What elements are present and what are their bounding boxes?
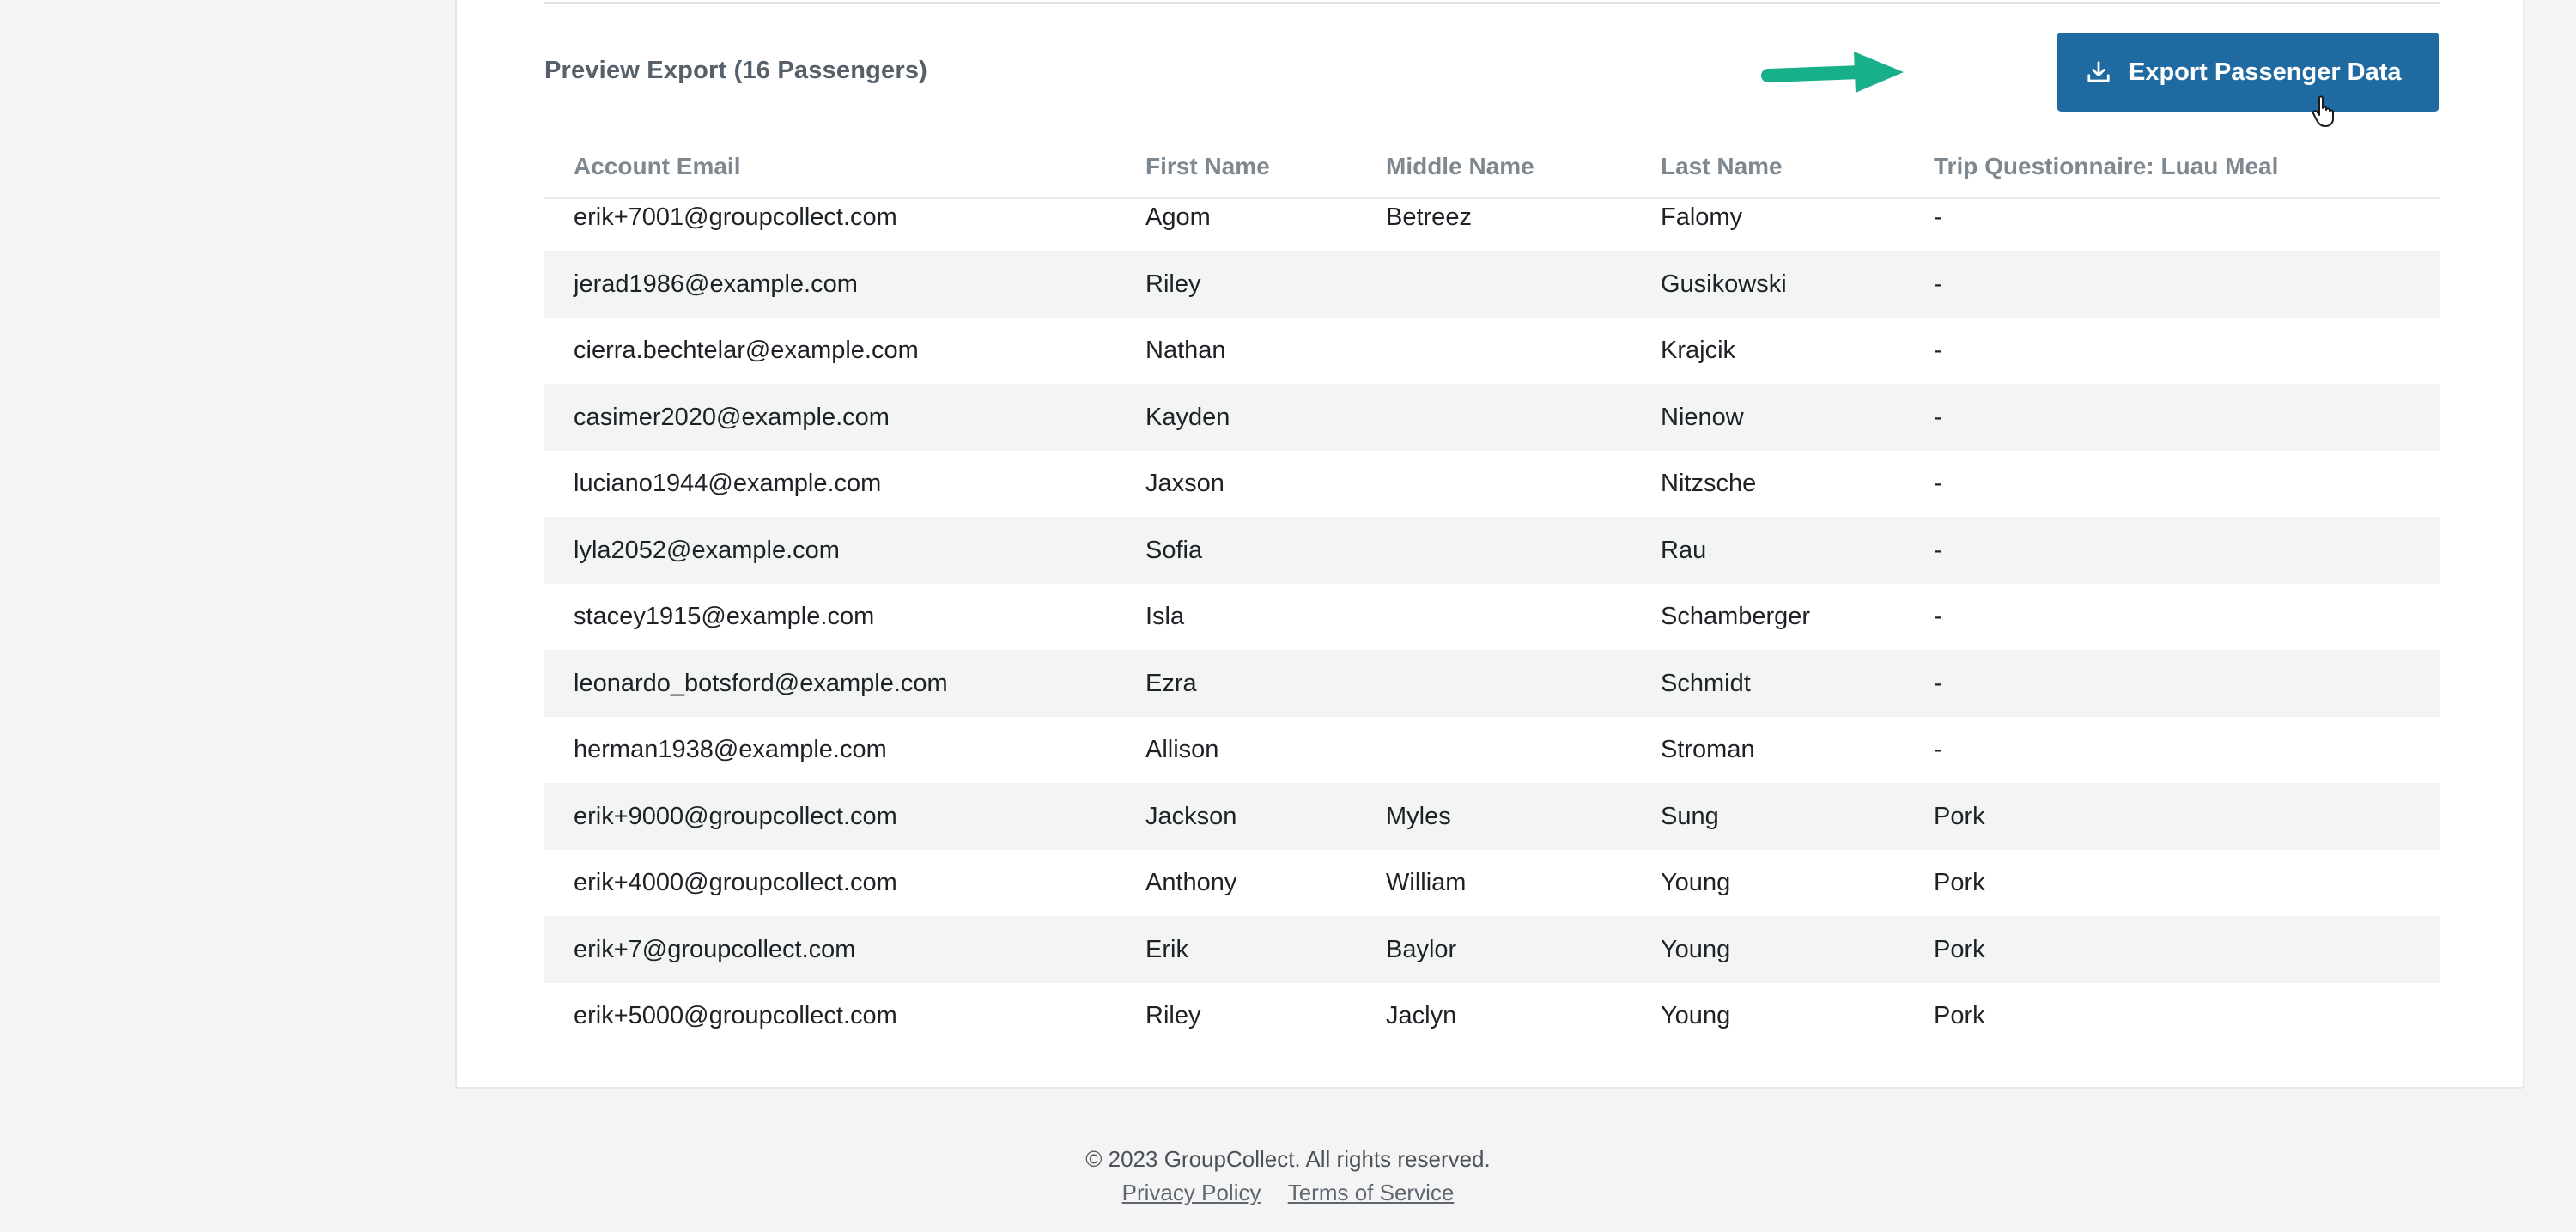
privacy-policy-link[interactable]: Privacy Policy <box>1121 1180 1261 1205</box>
cell-middle-name: Baylor <box>1386 936 1457 963</box>
table-row <box>544 716 2440 783</box>
cell-first-name: Sofia <box>1145 537 1203 564</box>
table-body <box>544 199 2440 1070</box>
cell-first-name: Jaxson <box>1145 470 1224 497</box>
cell-first-name: Isla <box>1145 603 1185 630</box>
hand-cursor-icon <box>2312 94 2337 129</box>
cell-luau-meal: - <box>1934 404 1942 431</box>
cell-middle-name: Jaclyn <box>1386 1002 1457 1029</box>
preview-title: Preview Export (16 Passengers) <box>544 57 928 84</box>
cell-first-name: Allison <box>1145 736 1219 763</box>
cell-luau-meal: - <box>1934 270 1942 298</box>
table-row <box>544 251 2440 318</box>
table-row <box>544 317 2440 384</box>
table-row <box>544 450 2440 517</box>
cell-first-name: Anthony <box>1145 869 1237 896</box>
cell-email: jerad1986@example.com <box>574 270 858 298</box>
cell-last-name: Young <box>1661 869 1731 896</box>
passenger-preview-table <box>544 134 2440 1070</box>
cell-luau-meal: - <box>1934 603 1942 630</box>
preview-export-card <box>455 0 2524 1089</box>
table-header <box>544 134 2440 199</box>
download-icon <box>2086 59 2111 85</box>
cell-first-name: Kayden <box>1145 404 1230 431</box>
cell-last-name: Young <box>1661 1002 1731 1029</box>
terms-of-service-link[interactable]: Terms of Service <box>1287 1180 1455 1205</box>
cell-first-name: Riley <box>1145 1002 1201 1029</box>
cell-luau-meal: Pork <box>1934 1002 1985 1029</box>
cell-last-name: Stroman <box>1661 736 1755 763</box>
cell-middle-name: Myles <box>1386 803 1451 830</box>
cell-luau-meal: - <box>1934 470 1942 497</box>
column-header-last-name: Last Name <box>1661 153 1783 179</box>
table-row <box>544 384 2440 451</box>
column-header-first-name: First Name <box>1145 153 1270 179</box>
cell-luau-meal: - <box>1934 537 1942 564</box>
cell-luau-meal: - <box>1934 203 1942 231</box>
table-row <box>544 199 2440 251</box>
export-passenger-data-button[interactable] <box>2057 33 2439 112</box>
cell-last-name: Krajcik <box>1661 337 1736 364</box>
cell-first-name: Riley <box>1145 270 1201 298</box>
arrow-right-icon <box>1758 39 1912 100</box>
cell-email: cierra.bechtelar@example.com <box>574 337 919 364</box>
cell-luau-meal: Pork <box>1934 869 1985 896</box>
cell-email: leonardo_botsford@example.com <box>574 670 948 697</box>
cell-email: casimer2020@example.com <box>574 404 890 431</box>
cell-luau-meal: - <box>1934 337 1942 364</box>
table-row <box>544 517 2440 584</box>
table-row <box>544 783 2440 850</box>
cell-email: erik+4000@groupcollect.com <box>574 869 897 896</box>
footer-links <box>0 1180 2576 1206</box>
cell-last-name: Schmidt <box>1661 670 1751 697</box>
cell-last-name: Gusikowski <box>1661 270 1787 298</box>
column-header-account-email: Account Email <box>574 153 741 179</box>
cell-email: erik+9000@groupcollect.com <box>574 803 897 830</box>
cell-last-name: Falomy <box>1661 203 1743 231</box>
cell-email: luciano1944@example.com <box>574 470 882 497</box>
cell-last-name: Nitzsche <box>1661 470 1757 497</box>
cell-email: erik+7@groupcollect.com <box>574 936 856 963</box>
divider <box>544 2 2440 4</box>
cell-last-name: Young <box>1661 936 1731 963</box>
cell-last-name: Rau <box>1661 537 1707 564</box>
cell-luau-meal: - <box>1934 736 1942 763</box>
table-row <box>544 583 2440 650</box>
cell-luau-meal: Pork <box>1934 936 1985 963</box>
table-row <box>544 982 2440 1049</box>
footer-copyright: © 2023 GroupCollect. All rights reserved. <box>1085 1146 1491 1172</box>
cell-first-name: Ezra <box>1145 670 1197 697</box>
cell-email: erik+7001@groupcollect.com <box>574 203 897 231</box>
table-row <box>544 849 2440 916</box>
cell-middle-name: William <box>1386 869 1467 896</box>
cell-middle-name: Betreez <box>1386 203 1472 231</box>
cell-first-name: Agom <box>1145 203 1211 231</box>
table-row <box>544 650 2440 717</box>
cell-email: lyla2052@example.com <box>574 537 840 564</box>
cell-first-name: Nathan <box>1145 337 1226 364</box>
cell-last-name: Schamberger <box>1661 603 1811 630</box>
cell-first-name: Erik <box>1145 936 1188 963</box>
cell-last-name: Nienow <box>1661 404 1744 431</box>
column-header-luau-meal: Trip Questionnaire: Luau Meal <box>1934 153 2279 179</box>
cell-email: erik+5000@groupcollect.com <box>574 1002 897 1029</box>
cell-last-name: Sung <box>1661 803 1719 830</box>
cell-email: stacey1915@example.com <box>574 603 875 630</box>
cell-first-name: Jackson <box>1145 803 1237 830</box>
table-row <box>544 916 2440 983</box>
cell-luau-meal: Pork <box>1934 803 1985 830</box>
column-header-middle-name: Middle Name <box>1386 153 1534 179</box>
export-button-label: Export Passenger Data <box>2129 58 2402 86</box>
cell-email: herman1938@example.com <box>574 736 887 763</box>
cell-luau-meal: - <box>1934 670 1942 697</box>
